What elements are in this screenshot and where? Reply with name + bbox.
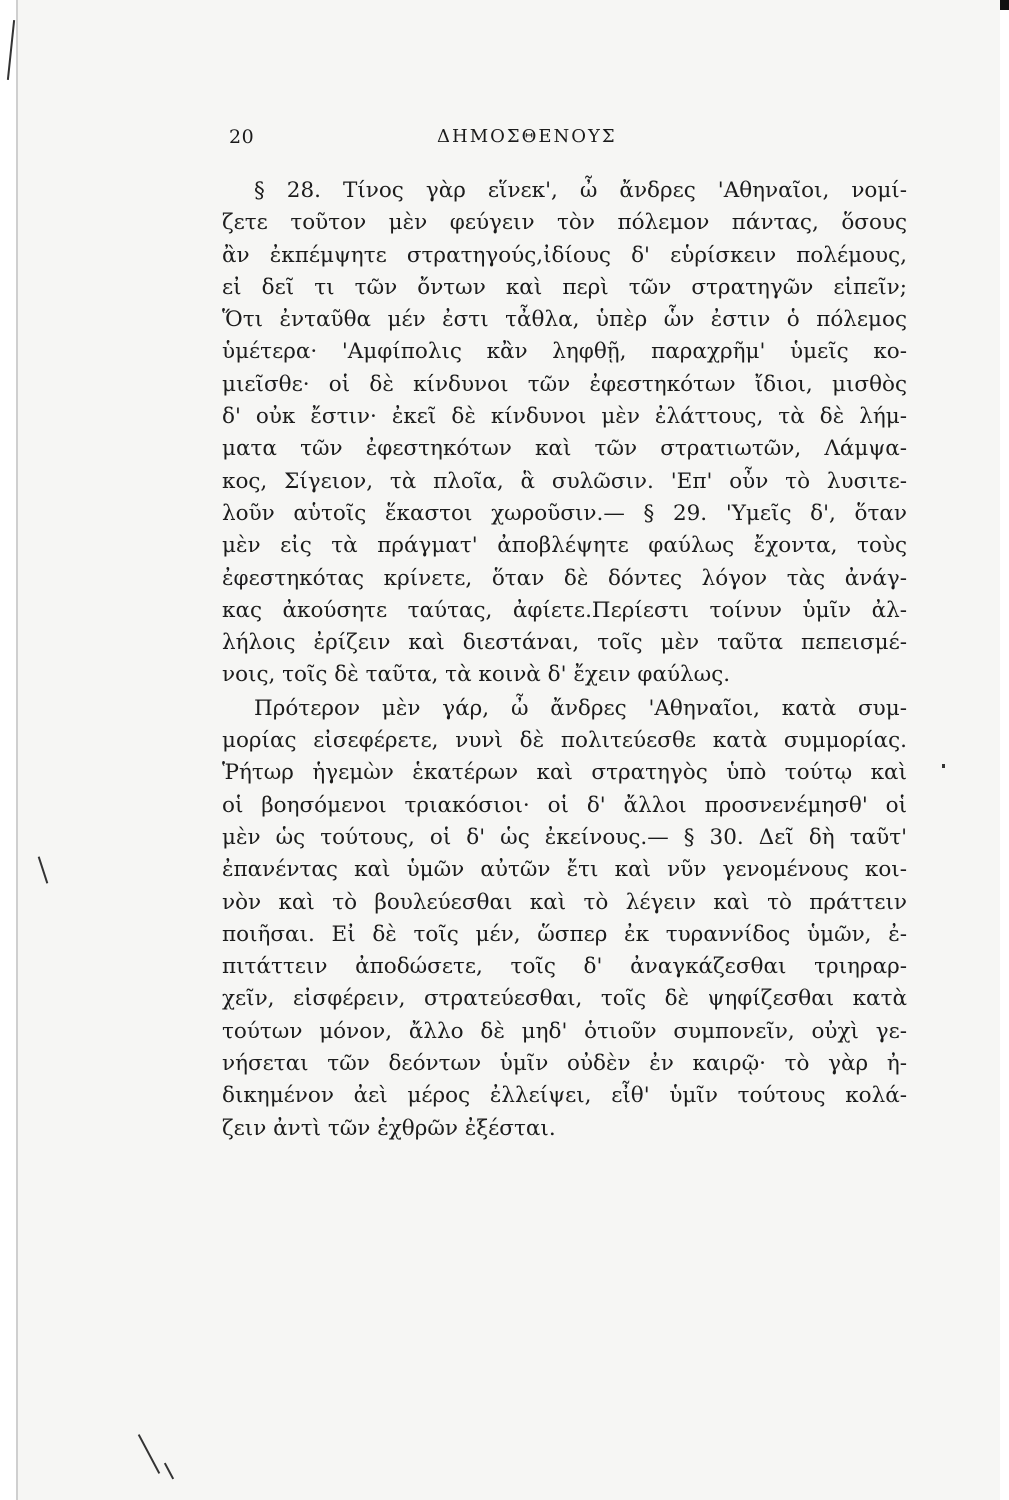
text-line: δ' οὐκ ἔστιν· ἐκεῖ δὲ κίνδυνοι μὲν ἐλάττους, τὰ δὲ λήμ- xyxy=(222,404,907,430)
text-line: εἰ δεῖ τι τῶν ὄντων καὶ περὶ τῶν στρατηγῶν εἰπεῖν; xyxy=(222,274,907,300)
paragraph-2 xyxy=(222,693,907,1145)
text-line: μορίας εἰσεφέρετε, νυνὶ δὲ πολιτεύεσθε κατὰ συμμορίας. xyxy=(222,728,907,754)
corner-mark xyxy=(1000,0,1009,10)
text-line: τούτων μόνον, ἄλλο δὲ μηδ' ὁτιοῦν συμπονεῖν, οὐχὶ γε- xyxy=(222,1018,907,1044)
text-line: ἂν ἐκπέμψητε στρατηγούς,ἰδίους δ' εὑρίσκειν πολέμους, xyxy=(222,242,907,268)
margin-dot-mark xyxy=(942,764,945,768)
text-line: Ῥήτωρ ἡγεμὼν ἑκατέρων καὶ στρατηγὸς ὑπὸ τούτῳ καὶ xyxy=(222,760,907,786)
body-text xyxy=(222,175,907,1145)
text-line: κας ἀκούσητε ταύτας, ἀφίετε.Περίεστι τοίνυν ὑμῖν ἀλ- xyxy=(222,597,907,623)
text-line: δικημένον ἀεὶ μέρος ἐλλείψει, εἶθ' ὑμῖν τούτους κολά- xyxy=(222,1083,907,1109)
text-line: § 28. Τίνος γὰρ εἵνεκ', ὦ ἄνδρες 'Αθηναῖοι, νομί- xyxy=(254,178,907,203)
text-line: λοῦν αὑτοῖς ἕκαστοι χωροῦσιν.— § 29. 'Υμεῖς δ', ὅταν xyxy=(222,500,907,526)
text-line: οἱ βοησόμενοι τριακόσιοι· οἱ δ' ἄλλοι προσνενέμησθ' οἱ xyxy=(222,792,907,818)
running-title: ΔΗΜΟΣΘΕΝΟΥΣ xyxy=(437,126,617,147)
text-line: χεῖν, εἰσφέρειν, στρατεύεσθαι, τοῖς δὲ ψηφίζεσθαι κατὰ xyxy=(222,986,907,1012)
text-line: ποιῆσαι. Εἰ δὲ τοῖς μέν, ὥσπερ ἐκ τυραννίδος ὑμῶν, ἐ- xyxy=(222,921,907,947)
page-right-margin xyxy=(1000,0,1009,1500)
text-line: Πρότερον μὲν γάρ, ὦ ἄνδρες 'Αθηναῖοι, κατὰ συμ- xyxy=(254,695,907,721)
text-line: ἐφεστηκότας κρίνετε, ὅταν δὲ δόντες λόγον τὰς ἀνάγ- xyxy=(222,565,907,591)
page-number: 20 xyxy=(229,126,255,148)
text-line: νήσεται τῶν δεόντων ὑμῖν οὐδὲν ἐν καιρῷ· τὸ γὰρ ἠ- xyxy=(222,1051,907,1077)
paragraph-1 xyxy=(222,175,907,692)
text-line: λήλοις ἐρίζειν καὶ διεστάναι, τοῖς μὲν ταῦτα πεπεισμέ- xyxy=(222,630,907,656)
text-line: ἐπανέντας καὶ ὑμῶν αὐτῶν ἔτι καὶ νῦν γενομένους κοι- xyxy=(222,857,907,883)
text-line: ὑμέτερα· 'Αμφίπολις κἂν ληφθῇ, παραχρῆμ' ὑμεῖς κο- xyxy=(222,339,907,365)
text-line: Ὅτι ἐνταῦθα μέν ἐστι τἆθλα, ὑπὲρ ὧν ἐστιν ὁ πόλεμος xyxy=(222,307,907,333)
text-line: ζετε τοῦτον μὲν φεύγειν τὸν πόλεμον πάντας, ὅσους xyxy=(222,210,907,236)
text-line: μὲν εἰς τὰ πράγματ' ἀποβλέψητε φαύλως ἔχοντα, τοὺς xyxy=(222,533,907,559)
text-line: πιτάττειν ἀποδώσετε, τοῖς δ' ἀναγκάζεσθαι τριηραρ- xyxy=(222,954,907,980)
text-line: κος, Σίγειον, τὰ πλοῖα, ἃ συλῶσιν. 'Επ' οὖν τὸ λυσιτε- xyxy=(222,468,907,494)
text-line: νοις, τοῖς δὲ ταῦτα, τὰ κοινὰ δ' ἔχειν φαύλως. xyxy=(222,662,731,688)
text-line: μὲν ὡς τούτους, οἱ δ' ὡς ἐκείνους.— § 30. Δεῖ δὴ ταῦτ' xyxy=(222,824,907,850)
text-line: μιεῖσθε· οἱ δὲ κίνδυνοι τῶν ἐφεστηκότων ἴδιοι, μισθὸς xyxy=(222,371,907,397)
page-header xyxy=(0,126,1009,156)
text-line: ζειν ἀντὶ τῶν ἐχθρῶν ἐξέσται. xyxy=(222,1115,556,1141)
text-line: νὸν καὶ τὸ βουλεύεσθαι καὶ τὸ λέγειν καὶ τὸ πράττειν xyxy=(222,889,907,915)
text-line: ματα τῶν ἐφεστηκότων καὶ τῶν στρατιωτῶν, Λάμψα- xyxy=(222,436,907,462)
